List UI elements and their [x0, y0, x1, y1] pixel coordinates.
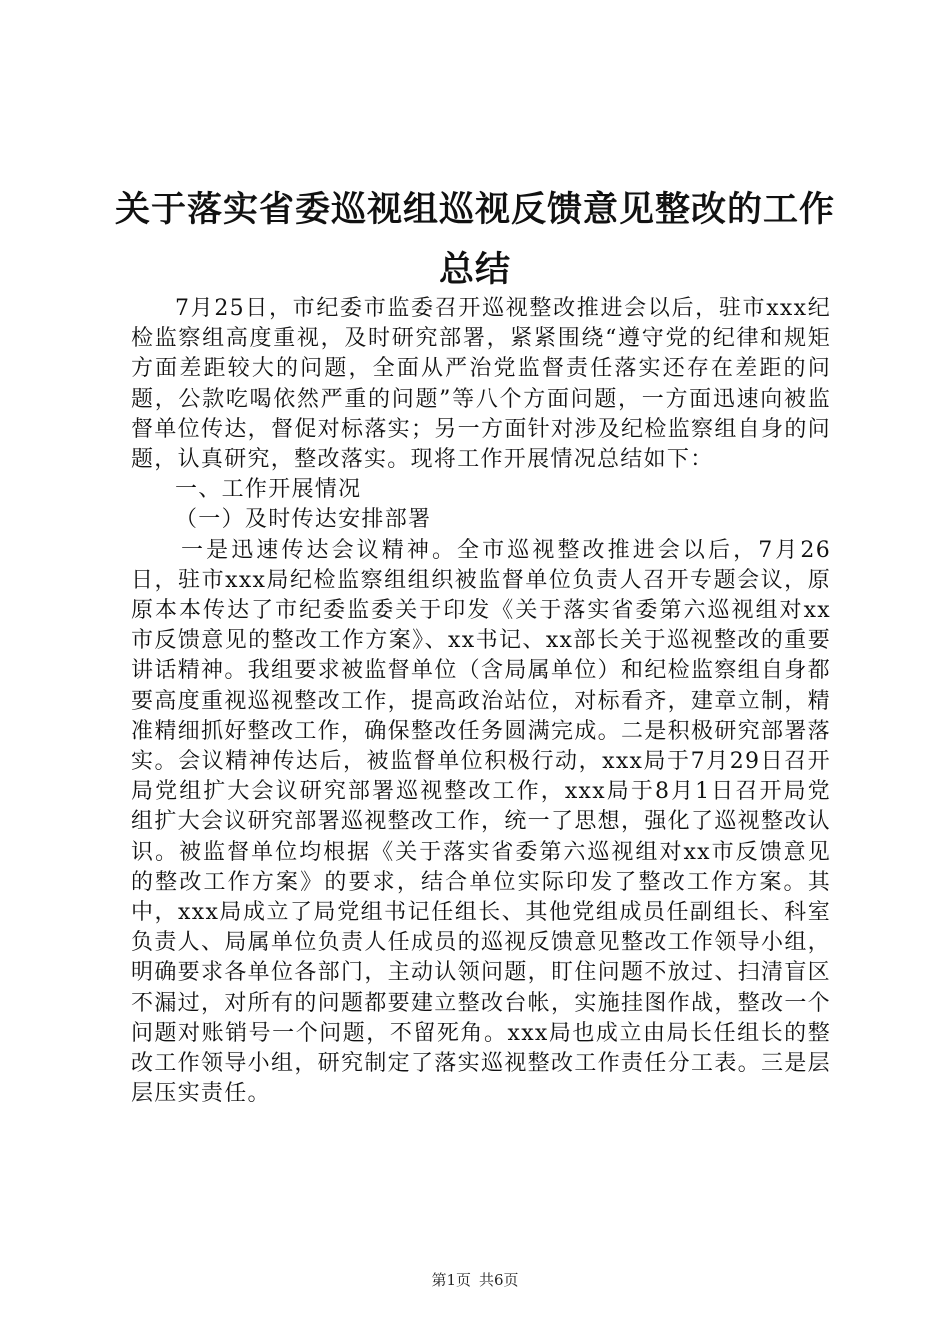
document-title-line-1: 关于落实省委巡视组巡视反馈意见整改的工作 [114, 189, 835, 230]
intro-paragraph: 7月25日，市纪委市监委召开巡视整改推进会以后，驻市xxx纪检监察组高度重视，及时研究部署，紧紧围绕“遵守党的纪律和规矩方面差距较大的问题，全面从严治党监督责任落实还存在差距的问题，公款吃喝依然严重的问题”等八个方面问题，一方面迅速向被监督单位传达，督促对标落实；另一方面针对涉及纪检监察组自身的问题，认真研究，整改落实。现将工作开展情况总结如下： [131, 296, 831, 473]
section-heading: 一、工作开展情况 [175, 477, 362, 503]
page-total: 共6页 [479, 1271, 519, 1289]
document-title-line-2: 总结 [438, 249, 511, 290]
page-footer [0, 1269, 950, 1290]
body-paragraph: 一是迅速传达会议精神。全市巡视整改推进会以后，7月26日，驻市xxx局纪检监察组组织被监督单位负责人召开专题会议，原原本本传达了市纪委监委关于印发《关于落实省委第六巡视组对xx市反馈意见的整改工作方案》、xx书记、xx部长关于巡视整改的重要讲话精神。我组要求被监督单位（含局属单位）和纪检监察组自身都要高度重视巡视整改工作，提高政治站位，对标看齐，建章立制，精准精细抓好整改工作，确保整改任务圆满完成。二是积极研究部署落实。会议精神传达后，被监督单位积极行动，xxx局于7月29日召开局党组扩大会议研究部署巡视整改工作，xxx局于8月1日召开局党组扩大会议研究部署巡视整改工作，统一了思想，强化了巡视整改认识。被监督单位均根据《关于落实省委第六巡视组对xx市反馈意见的整改工作方案》的要求，结合单位实际印发了整改工作方案。其中，xxx局成立了局党组书记任组长、其他党组成员任副组长、科室负责人、局属单位负责人任成员的巡视反馈意见整改工作领导小组，明确要求各单位各部门，主动认领问题，盯住问题不放过、扫清盲区不漏过，对所有的问题都要建立整改台帐，实施挂图作战，整改一个问题对账销号一个问题，不留死角。xxx局也成立由局长任组长的整改工作领导小组，研究制定了落实巡视整改工作责任分工表。三是层层压实责任。 [131, 537, 831, 1107]
page-number: 第1页 [431, 1271, 471, 1289]
subsection-heading: （一）及时传达安排部署 [175, 507, 432, 533]
document-body [131, 294, 831, 1109]
